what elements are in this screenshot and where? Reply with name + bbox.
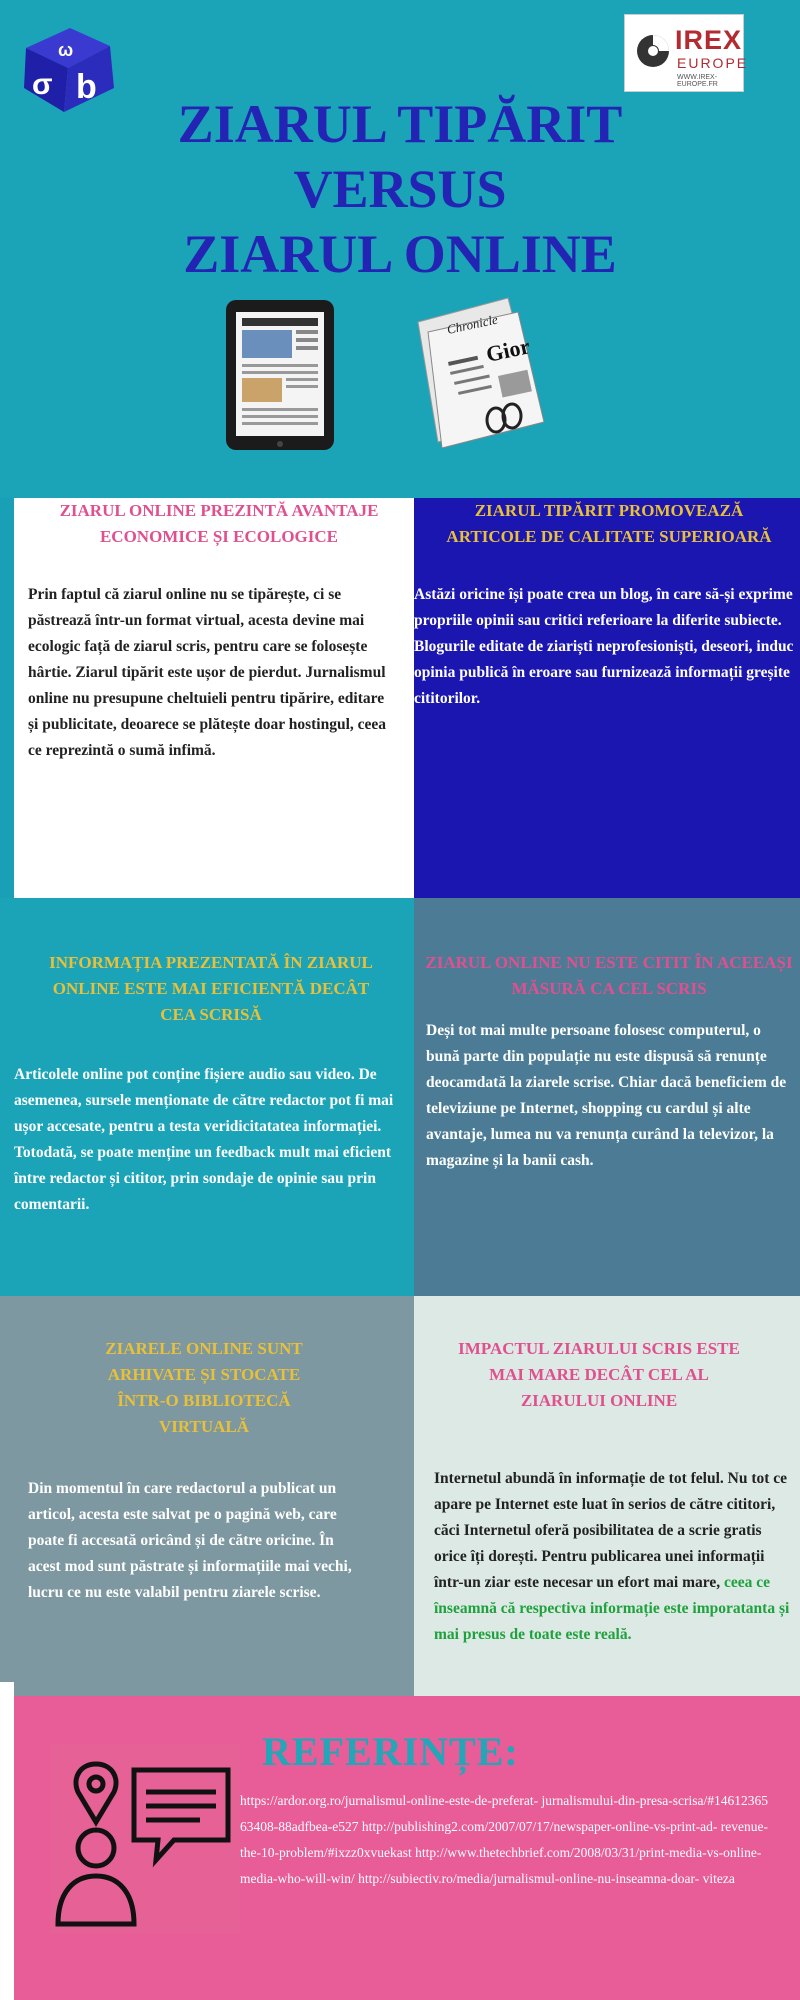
panel-calitate-superioara — [414, 498, 800, 898]
panel-heading: INFORMAȚIA PREZENTATĂ ÎN ZIARUL ONLINE ESTE MAI EFICIENTĂ DECÂT CEA SCRISĂ — [49, 953, 373, 1024]
references-title: REFERINȚE: — [262, 1729, 519, 1774]
svg-text:ω: ω — [58, 40, 74, 60]
panel-heading: ZIARELE ONLINE SUNT ARHIVATE ȘI STOCATE ÎNTR-O BIBLIOTECĂ VIRTUALĂ — [105, 1339, 303, 1436]
references-illustration — [50, 1744, 240, 1934]
irex-url: WWW.IREX-EUROPE.FR — [677, 74, 718, 88]
irex-logo[interactable] — [624, 14, 749, 92]
panel-arhivate-stocate — [14, 1296, 414, 1696]
tablet-icon — [222, 296, 338, 454]
panel-body: Prin faptul că ziarul online nu se tipărește, ci se păstrează într-un format virtual, acesta devine mai ecologic față de ziarul scris, pentru care se folosește hârtie. Ziarul tipărit este ușor de pierdut. Jurnalismul online nu presupune cheltuieli pentru tipărire, editare și publicitate, deoarece se plătește doar hostingul, ceea ce reprezintă o sumă infimă. — [28, 586, 387, 759]
irex-name: IREX — [675, 25, 743, 55]
panel-body: Articolele online pot conține fișiere audio sau video. De asemenea, sursele menționate de către redactor pot fi mai ușor accesate, pentru a testa veridicitatatea informației. Totodată, se poate menține un feedback mult mai eficient între redactor și cititor, prin sondaje de opinie sau prin comentarii. — [14, 1066, 394, 1213]
references-links[interactable]: https://ardor.org.ro/jurnalismul-online-este-de-preferat- jurnalismului-din-presa-scrisa/#1461236563408-88adfbea-e527 http://publishing2.com/2007/07/17/newspaper-online-vs-print-ad- revenue-the-10-problem/#ixzz0xvuekast http://www.thetechbrief.com/2008/03/31/print-media-vs-online- media-who-will-win/ http://subiectiv.ro/media/jurnalismul-online-nu-inseamna-doar- viteza — [240, 1793, 768, 1886]
references-section — [14, 1696, 800, 2000]
svg-text:b: b — [76, 68, 97, 106]
panel-body-text: Internetul abundă în informație de tot felul. Nu tot ce apare pe Internet este luat în serios de către cititori, căci Internetul oferă posibilitatea de a scrie gratis orice îți dorești. Pentru publicarea unei informații într-un ziar este necesar un efort mai mare, — [434, 1470, 788, 1591]
panel-heading: ZIARUL ONLINE NU ESTE CITIT ÎN ACEEAȘI MĂSURĂ CA CEL SCRIS — [425, 953, 793, 998]
irex-swirl-icon — [633, 31, 673, 71]
irex-region: EUROPE — [677, 55, 749, 71]
left-strip — [0, 1296, 14, 1682]
svg-text:Gior: Gior — [483, 333, 533, 367]
page-title-line-2: VERSUS — [293, 159, 507, 219]
panel-heading: ZIARUL TIPĂRIT PROMOVEAZĂ ARTICOLE DE CALITATE SUPERIOARĂ — [446, 501, 772, 546]
page-title-line-3: ZIARUL ONLINE — [183, 224, 617, 284]
panel-body: Astăzi oricine își poate crea un blog, în care să-și exprime propriile opinii sau critici referioare la diferite subiecte. Blogurile editate de ziariști neprofesioniști, deseori, induc opinia publică în eroare sau furnizează informații greșite cititorilor. — [414, 586, 794, 707]
page-title-line-1: ZIARUL TIPĂRIT — [177, 94, 623, 154]
panel-body: Din momentul în care redactorul a publicat un articol, acesta este salvat pe o pagină web, care poate fi accesată oricând și de către oricine. În acest mod sunt păstrate și informațiile mai vechi, lucru ce nu este valabil pentru ziarele scrise. — [28, 1480, 352, 1601]
svg-text:Chronicle: Chronicle — [445, 311, 500, 337]
newspaper-stack-icon — [398, 292, 558, 452]
panel-informatie-eficienta — [0, 898, 414, 1296]
svg-text:σ: σ — [32, 68, 53, 101]
white-strip — [0, 1682, 14, 2000]
panel-body: Deși tot mai multe persoane folosesc computerul, o bună parte din populație nu este dispusă să renunțe deocamdată la ziarele scrise. Chiar dacă beneficiem de televiziune pe Internet, shopping cu cardul și alte avantaje, lumea nu va renunța curând la televizor, la magazine și la banii cash. — [426, 1022, 787, 1169]
panel-nu-este-citit — [414, 898, 800, 1296]
panel-impactul-ziarului — [414, 1296, 800, 1696]
person-speech-icon — [50, 1744, 240, 1934]
panel-body — [434, 1466, 796, 1648]
panel-heading: IMPACTUL ZIARULUI SCRIS ESTE MAI MARE DECÂT CEL AL ZIARULUI ONLINE — [458, 1339, 740, 1410]
panel-body-highlight: ceea ce înseamnă că respectiva informație este imporatanta și mai presus de toate este reală. — [434, 1574, 790, 1643]
panel-economic-ecologic — [14, 498, 414, 898]
header — [0, 0, 800, 498]
panel-heading: ZIARUL ONLINE PREZINTĂ AVANTAJE ECONOMICE ȘI ECOLOGICE — [59, 501, 379, 546]
